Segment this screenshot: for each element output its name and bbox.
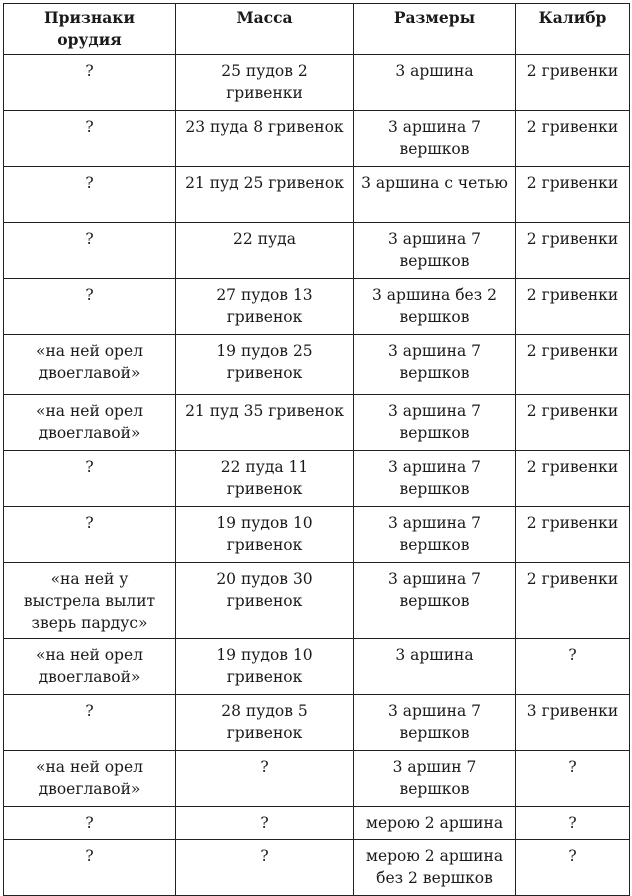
table-row <box>4 279 630 335</box>
table-row <box>4 451 630 507</box>
table-row <box>4 111 630 167</box>
cell-caliber: 2 гривенки <box>516 279 630 335</box>
cell-signs: ? <box>4 451 176 507</box>
cell-caliber: 2 гривенки <box>516 395 630 451</box>
cannons-table <box>3 3 630 896</box>
cell-caliber: ? <box>516 807 630 840</box>
cell-signs: ? <box>4 807 176 840</box>
cell-caliber: 2 гривенки <box>516 111 630 167</box>
cell-signs: «на ней у выстрела вылит зверь пардус» <box>4 563 176 639</box>
cell-mass: 19 пудов 10 гривенок <box>176 639 354 695</box>
cell-caliber: 2 гривенки <box>516 563 630 639</box>
cell-mass: 28 пудов 5 гривенок <box>176 695 354 751</box>
cell-size: мерою 2 аршина без 2 вершков <box>354 840 516 896</box>
col-header-mass: Масса <box>176 4 354 55</box>
cell-size: 3 аршина <box>354 639 516 695</box>
cell-size: 3 аршина 7 вершков <box>354 395 516 451</box>
cell-signs: «на ней орел двоеглавой» <box>4 639 176 695</box>
cell-caliber: 2 гривенки <box>516 223 630 279</box>
cell-signs: ? <box>4 507 176 563</box>
cell-signs: ? <box>4 279 176 335</box>
table-row <box>4 507 630 563</box>
cell-size: мерою 2 аршина <box>354 807 516 840</box>
cell-caliber: ? <box>516 751 630 807</box>
header-row <box>4 4 630 55</box>
table-row <box>4 840 630 896</box>
cell-signs: ? <box>4 840 176 896</box>
cell-mass: 27 пудов 13 гривенок <box>176 279 354 335</box>
cell-size: 3 аршина 7 вершков <box>354 451 516 507</box>
cell-mass: 19 пудов 10 гривенок <box>176 507 354 563</box>
cell-signs: «на ней орел двоеглавой» <box>4 395 176 451</box>
table-row <box>4 807 630 840</box>
cell-caliber: 2 гривенки <box>516 55 630 111</box>
cell-mass: 21 пуд 35 гривенок <box>176 395 354 451</box>
cell-size: 3 аршина <box>354 55 516 111</box>
cell-size: 3 аршина 7 вершков <box>354 563 516 639</box>
cell-signs: ? <box>4 55 176 111</box>
cell-signs: ? <box>4 695 176 751</box>
cell-signs: «на ней орел двоеглавой» <box>4 751 176 807</box>
cell-mass: 25 пудов 2 гривенки <box>176 55 354 111</box>
cell-caliber: 2 гривенки <box>516 507 630 563</box>
cell-caliber: 3 гривенки <box>516 695 630 751</box>
cell-mass: ? <box>176 751 354 807</box>
table-body <box>4 55 630 896</box>
cell-mass: 22 пуда <box>176 223 354 279</box>
cell-size: 3 аршина 7 вершков <box>354 335 516 395</box>
table-row <box>4 335 630 395</box>
col-header-signs: Признаки орудия <box>4 4 176 55</box>
table-row <box>4 223 630 279</box>
col-header-size: Размеры <box>354 4 516 55</box>
cell-size: 3 аршина 7 вершков <box>354 695 516 751</box>
cell-mass: 23 пуда 8 гривенок <box>176 111 354 167</box>
cell-signs: «на ней орел двоеглавой» <box>4 335 176 395</box>
col-header-caliber: Калибр <box>516 4 630 55</box>
table-row <box>4 55 630 111</box>
table-row <box>4 395 630 451</box>
table-row <box>4 695 630 751</box>
cell-mass: 20 пудов 30 гривенок <box>176 563 354 639</box>
cell-caliber: 2 гривенки <box>516 167 630 223</box>
cell-signs: ? <box>4 111 176 167</box>
cell-mass: 19 пудов 25 гривенок <box>176 335 354 395</box>
cell-caliber: ? <box>516 840 630 896</box>
table-row <box>4 639 630 695</box>
cell-caliber: 2 гривенки <box>516 335 630 395</box>
cell-mass: ? <box>176 840 354 896</box>
cell-mass: 21 пуд 25 гривенок <box>176 167 354 223</box>
cell-size: 3 аршина 7 вершков <box>354 507 516 563</box>
cell-signs: ? <box>4 167 176 223</box>
table-row <box>4 751 630 807</box>
cell-size: 3 аршина 7 вершков <box>354 223 516 279</box>
cell-size: 3 аршина с четью <box>354 167 516 223</box>
cell-mass: 22 пуда 11 гривенок <box>176 451 354 507</box>
table-row <box>4 563 630 639</box>
cell-caliber: 2 гривенки <box>516 451 630 507</box>
cell-signs: ? <box>4 223 176 279</box>
cell-caliber: ? <box>516 639 630 695</box>
cell-size: 3 аршина 7 вершков <box>354 111 516 167</box>
cell-size: 3 аршина без 2 вершков <box>354 279 516 335</box>
cell-mass: ? <box>176 807 354 840</box>
cell-size: 3 аршин 7 вершков <box>354 751 516 807</box>
table-row <box>4 167 630 223</box>
